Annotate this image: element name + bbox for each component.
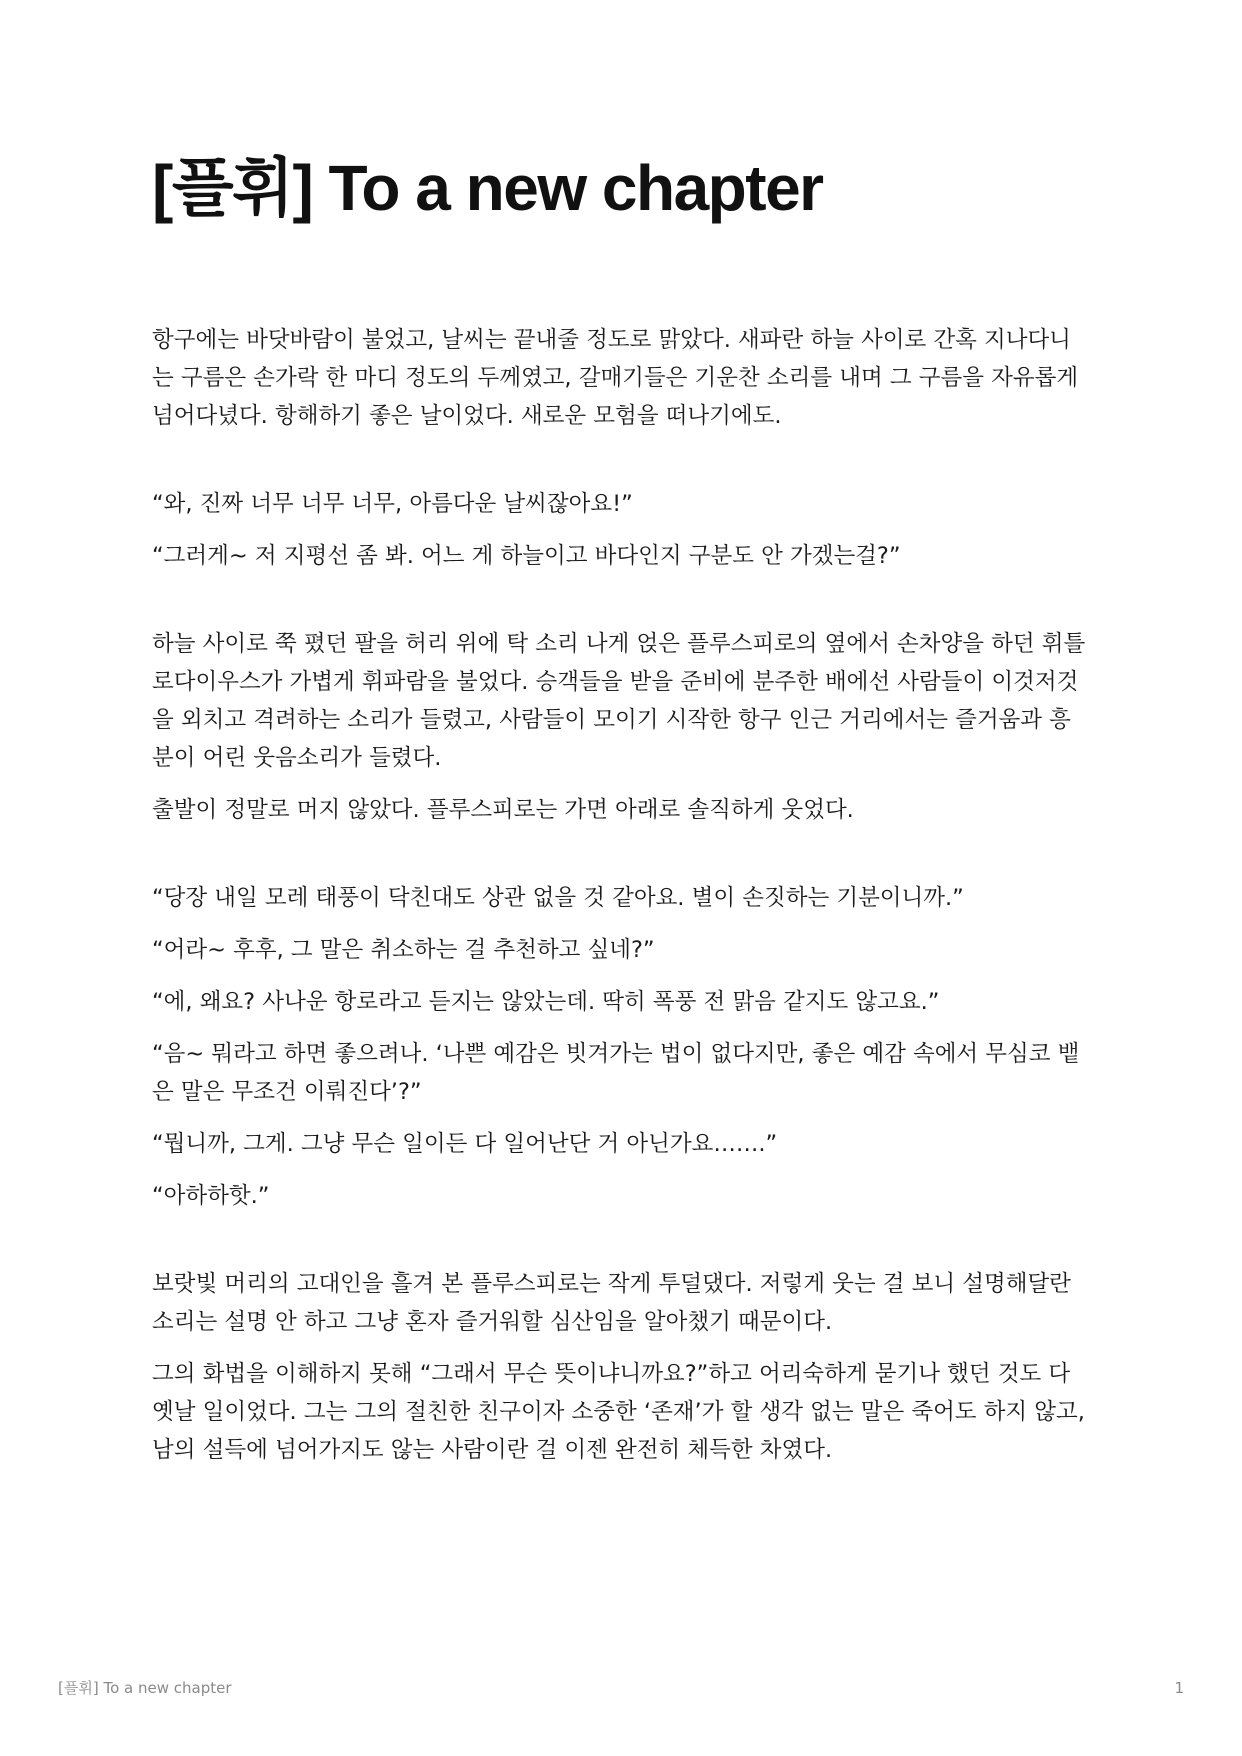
document-body (152, 321, 1092, 1483)
paragraph: “와, 진짜 너무 너무 너무, 아름다운 날씨잖아요!” (152, 491, 633, 517)
paragraph: “에, 왜요? 사나운 항로라고 듣지는 않았는데. 딱히 폭풍 전 맑음 같지도 않고요.” (152, 989, 940, 1015)
paragraph: 하늘 사이로 쭉 폈던 팔을 허리 위에 탁 소리 나게 얹은 플루스피로의 옆에서 손차양을 하던 휘틀로다이우스가 가볍게 휘파람을 불었다. 승객들을 받을 준비에 분주한 배에선 사람들이 이것저것을 외치고 격려하는 소리가 들렸고, 사람들이 모이기 시작한 항구 인근 거리에서는 즐거움과 흥분이 어린 웃음소리가 들렸다. (152, 631, 1086, 771)
footer-document-title: [플휘] To a new chapter (58, 1679, 232, 1697)
paragraph: 출발이 정말로 머지 않았다. 플루스피로는 가면 아래로 솔직하게 웃었다. (152, 797, 854, 823)
document-title: [플휘] To a new chapter (152, 152, 823, 224)
footer-page-number: 1 (1174, 1679, 1184, 1697)
paragraph: “어라~ 후후, 그 말은 취소하는 걸 추천하고 싶네?” (152, 937, 655, 963)
paragraph: “뭡니까, 그게. 그냥 무슨 일이든 다 일어난단 거 아닌가요…….” (152, 1131, 778, 1157)
paragraph: 그의 화법을 이해하지 못해 “그래서 무슨 뜻이냐니까요?”하고 어리숙하게 묻기나 했던 것도 다 옛날 일이었다. 그는 그의 절친한 친구이자 소중한 ‘존재’가 할 생각 없는 말은 죽어도 하지 않고, 남의 설득에 넘어가지도 않는 사람이란 걸 이젠 완전히 체득한 차였다. (152, 1361, 1085, 1463)
paragraph: 항구에는 바닷바람이 불었고, 날씨는 끝내줄 정도로 맑았다. 새파란 하늘 사이로 간혹 지나다니는 구름은 손가락 한 마디 정도의 두께였고, 갈매기들은 기운찬 소리를 내며 그 구름을 자유롭게 넘어다녔다. 항해하기 좋은 날이었다. 새로운 모험을 떠나기에도. (152, 327, 1079, 429)
paragraph: “당장 내일 모레 태풍이 닥친대도 상관 없을 것 같아요. 별이 손짓하는 기분이니까.” (152, 885, 964, 911)
paragraph: “아하하핫.” (152, 1183, 270, 1209)
paragraph: “음~ 뭐라고 하면 좋으려나. ‘나쁜 예감은 빗겨가는 법이 없다지만, 좋은 예감 속에서 무심코 뱉은 말은 무조건 이뤄진다’?” (152, 1041, 1080, 1105)
paragraph: 보랏빛 머리의 고대인을 흘겨 본 플루스피로는 작게 투덜댔다. 저렇게 웃는 걸 보니 설명해달란 소리는 설명 안 하고 그냥 혼자 즐거워할 심산임을 알아챘기 때문이다. (152, 1271, 1071, 1335)
paragraph: “그러게~ 저 지평선 좀 봐. 어느 게 하늘이고 바다인지 구분도 안 가겠는걸?” (152, 543, 901, 569)
